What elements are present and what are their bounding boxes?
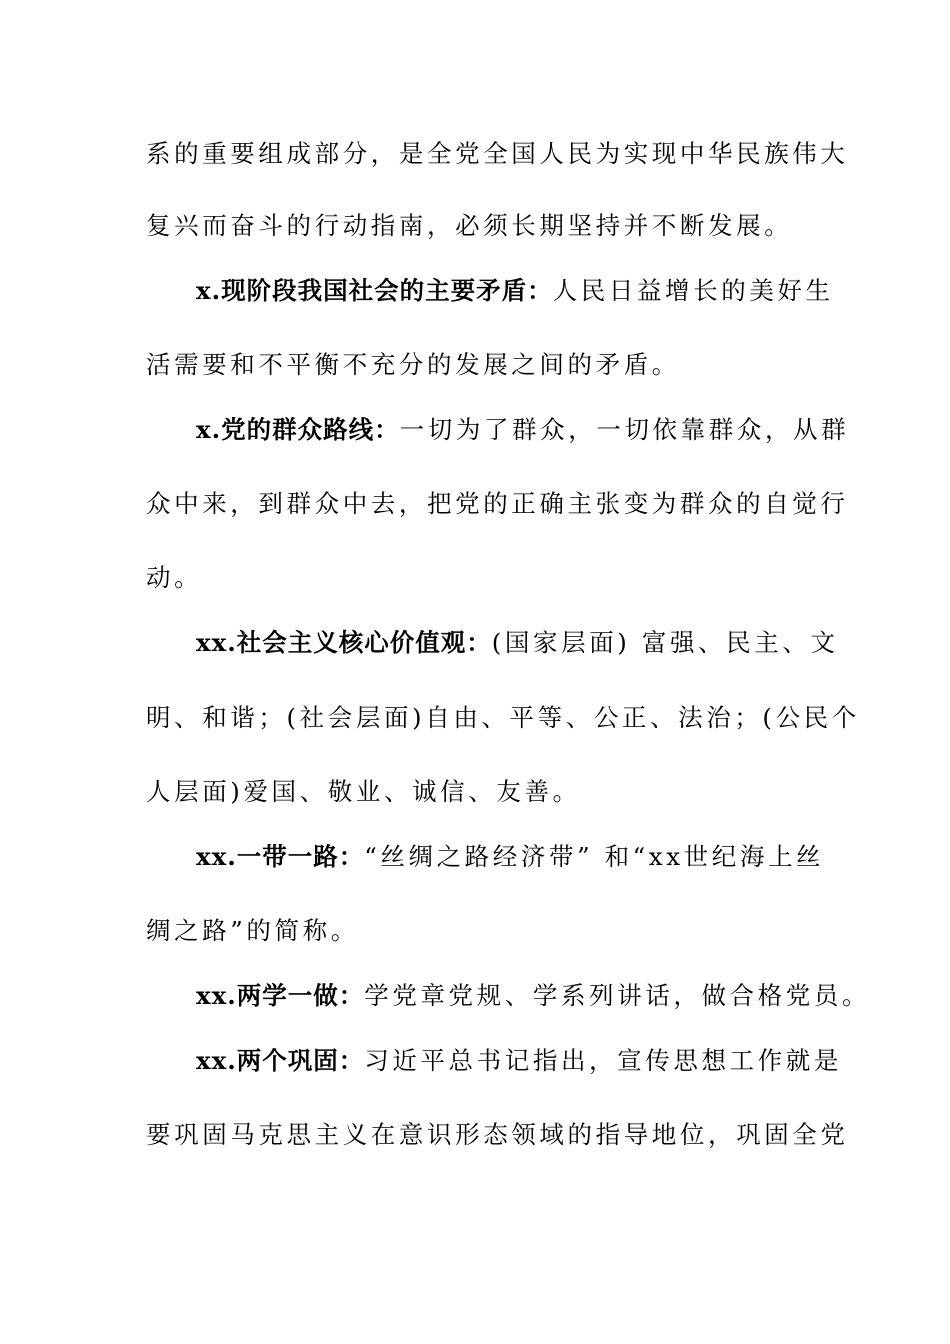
definition-heading-line (196, 842, 825, 872)
text-line (146, 703, 860, 733)
line-text: 绸之路”的简称。 (146, 916, 359, 945)
term-two-studies-one-action: xx.两学一做： (196, 981, 365, 1010)
definition-heading-line (196, 415, 850, 445)
line-text: 学党章党规、学系列讲话，做合格党员。 (364, 981, 871, 1010)
definition-heading-line (196, 1046, 842, 1076)
line-text: 明、和谐；(社会层面)自由、平等、公正、法治；(公民个 (146, 703, 860, 732)
term-main-contradiction: x.现阶段我国社会的主要矛盾： (196, 276, 553, 305)
line-text: 动。 (146, 563, 203, 592)
line-text: 众中来，到群众中去，把党的正确主张变为群众的自觉行 (146, 489, 849, 518)
line-text: 人层面)爱国、敬业、诚信、友善。 (146, 777, 581, 806)
definition-heading-line (196, 276, 834, 306)
term-belt-and-road: xx.一带一路： (196, 842, 365, 871)
text-line (146, 350, 806, 380)
text-line (146, 563, 806, 593)
line-text: “丝绸之路经济带” 和“xx世纪海上丝 (364, 842, 825, 871)
text-line (146, 489, 849, 519)
term-two-consolidations: xx.两个巩固： (196, 1046, 365, 1075)
line-text: 系的重要组成部分，是全党全国人民为实现中华民族伟大 (146, 139, 849, 168)
line-text: 活需要和不平衡不充分的发展之间的矛盾。 (146, 350, 680, 379)
definition-heading-line (196, 628, 839, 658)
text-line (146, 211, 806, 241)
text-line (146, 777, 806, 807)
text-line (146, 1120, 849, 1150)
line-text: (国家层面) 富强、民主、文 (491, 628, 839, 657)
line-text: 一切为了群众，一切依靠群众，从群 (399, 415, 850, 444)
line-text: 习近平总书记指出，宣传思想工作就是 (364, 1046, 842, 1075)
term-core-values: xx.社会主义核心价值观： (196, 628, 492, 657)
line-text: 人民日益增长的美好生 (552, 276, 834, 305)
text-line (146, 916, 806, 946)
line-text: 要巩固马克思主义在意识形态领域的指导地位，巩固全党 (146, 1120, 849, 1149)
text-line (146, 139, 849, 169)
definition-heading-line (196, 981, 871, 1011)
line-text: 复兴而奋斗的行动指南，必须长期坚持并不断发展。 (146, 211, 793, 240)
term-mass-line: x.党的群众路线： (196, 415, 400, 444)
